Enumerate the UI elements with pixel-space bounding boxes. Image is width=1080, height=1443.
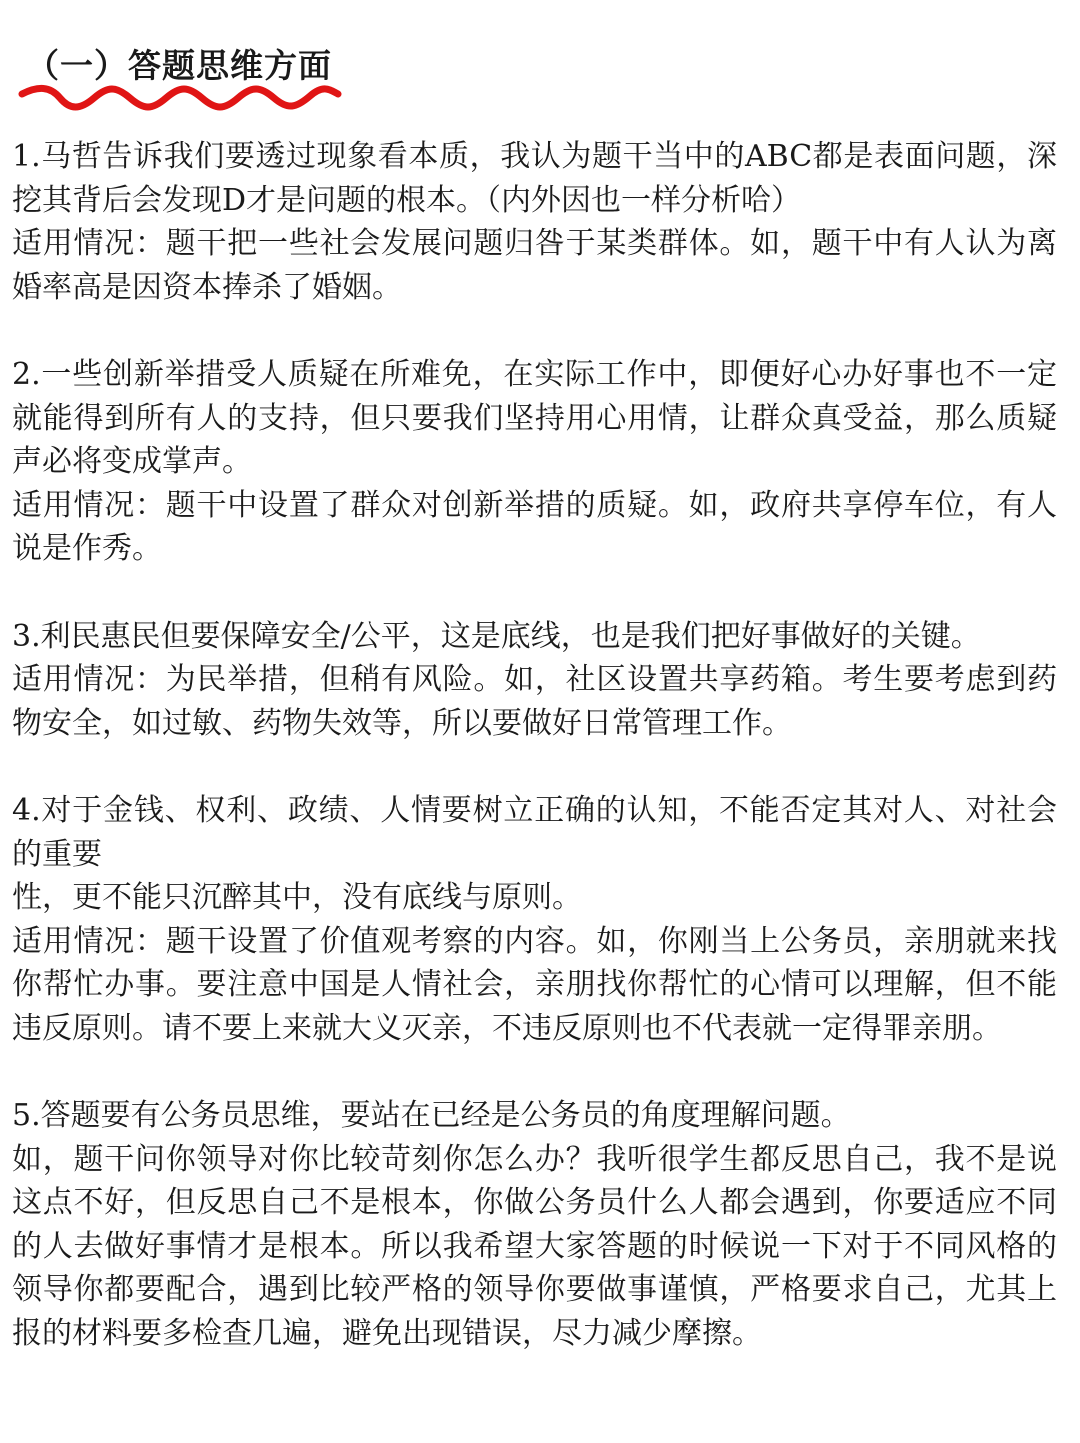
usage-2: 适用情况：题干中设置了群众对创新举措的质疑。如，政府共享停车位，有人说是作秀。 bbox=[12, 487, 1057, 567]
usage-5: 如，题干问你领导对你比较苛刻你怎么办？我听很学生都反思自己，我不是说这点不好，但反思自己不是根本，你做公务员什么人都会遇到，你要适应不同的人去做好事情才是根本。所以我希望大家答题的时候说一下对于不同风格的领导你都要配合，遇到比较严格的领导你要做事谨慎，严格要求自己，尤其上报的材料要多检查几遍，避免出现错误，尽力减少摩擦。 bbox=[12, 1141, 1057, 1352]
paragraph-gap bbox=[12, 745, 1057, 789]
point-2: 2.一些创新举措受人质疑在所难免，在实际工作中，即便好心办好事也不一定就能得到所有人的支持，但只要我们坚持用心用情，让群众真受益，那么质疑声必将变成掌声。 bbox=[12, 356, 1057, 480]
section-heading: （一）答题思维方面 bbox=[26, 46, 332, 85]
point-3: 3.利民惠民但要保障安全/公平，这是底线，也是我们把好事做好的关键。 bbox=[12, 618, 981, 654]
point-5: 5.答题要有公务员思维，要站在已经是公务员的角度理解问题。 bbox=[12, 1098, 851, 1134]
point-1: 1.马哲告诉我们要透过现象看本质，我认为题干当中的ABC都是表面问题，深挖其背后会发现D才是问题的根本。（内外因也一样分析哈） bbox=[12, 139, 1057, 218]
paragraph-gap bbox=[12, 571, 1057, 615]
usage-3: 适用情况：为民举措，但稍有风险。如，社区设置共享药箱。考生要考虑到药物安全，如过敏、药物失效等，所以要做好日常管理工作。 bbox=[12, 662, 1057, 741]
point-4-line-1: 4.对于金钱、权利、政绩、人情要树立正确的认知，不能否定其对人、对社会的重要 bbox=[12, 792, 1057, 872]
paragraph-gap bbox=[12, 309, 1057, 353]
heading-block bbox=[18, 40, 348, 120]
red-squiggle-underline bbox=[18, 84, 343, 114]
paragraph-gap bbox=[12, 1050, 1057, 1094]
usage-1: 适用情况：题干把一些社会发展问题归咎于某类群体。如，题干中有人认为离婚率高是因资本捧杀了婚姻。 bbox=[12, 226, 1057, 305]
point-4-line-2: 性，更不能只沉醉其中，没有底线与原则。 bbox=[12, 880, 582, 916]
usage-4: 适用情况：题干设置了价值观考察的内容。如，你刚当上公务员，亲朋就来找你帮忙办事。要注意中国是人情社会，亲朋找你帮忙的心情可以理解，但不能违反原则。请不要上来就大义灭亲，不违反原则也不代表就一定得罪亲朋。 bbox=[12, 923, 1057, 1046]
article-body bbox=[12, 135, 1057, 1356]
